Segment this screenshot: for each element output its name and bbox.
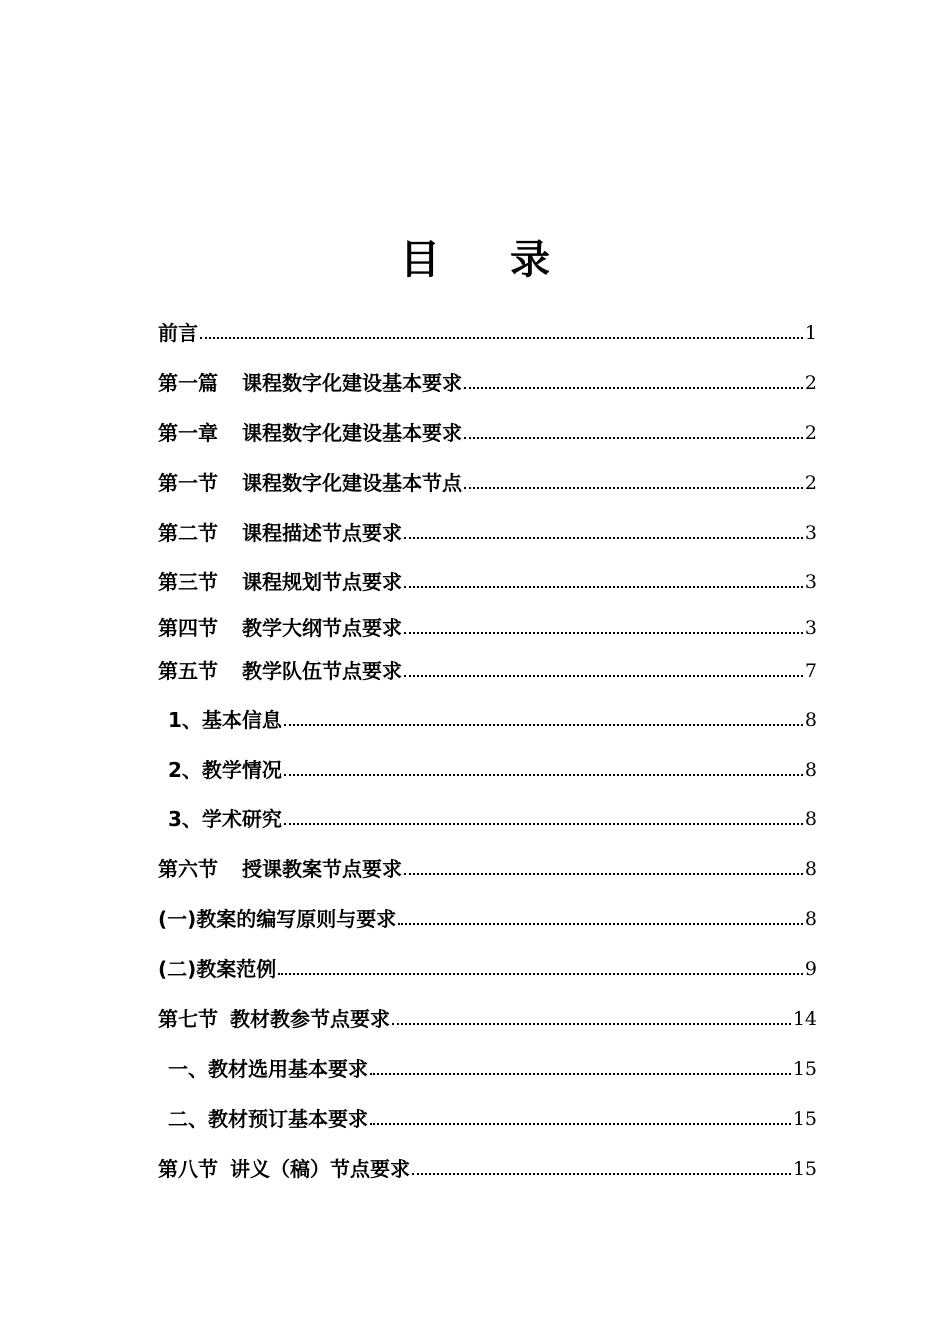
- toc-dot-leader: [410, 1154, 793, 1184]
- toc-entry-label: [158, 1054, 368, 1084]
- toc-page-number: 15: [792, 1058, 817, 1080]
- toc-entry-text: 1、基本信息: [168, 708, 282, 732]
- toc-entry[interactable]: [158, 705, 817, 735]
- toc-entry-label: [158, 854, 402, 884]
- toc-entry-label: [158, 368, 462, 398]
- toc-page-number: 15: [792, 1108, 817, 1130]
- toc-entry[interactable]: [158, 567, 817, 597]
- toc-dot-leader: [282, 804, 805, 834]
- toc-entry-text: (一)教案的编写原则与要求: [158, 907, 397, 931]
- toc-entry[interactable]: [158, 468, 817, 498]
- toc-entry-text: 课程数字化建设基本要求: [242, 421, 462, 445]
- toc-entry-label: [158, 418, 462, 448]
- toc-dot-leader: [198, 318, 805, 348]
- toc-dot-leader: [276, 954, 805, 984]
- toc-entry-label: [158, 468, 462, 498]
- toc-entry-text: 授课教案节点要求: [242, 857, 402, 881]
- toc-page-number: 15: [792, 1158, 817, 1180]
- toc-entry-number: 第三节: [158, 570, 218, 594]
- toc-entry-number: 第一节: [158, 471, 218, 495]
- toc-entry-label: [158, 1154, 410, 1184]
- toc-entry-number: 第八节: [158, 1157, 218, 1181]
- toc-entry-number: 第四节: [158, 616, 218, 640]
- toc-entry[interactable]: [158, 1104, 817, 1134]
- toc-entry-text: 二、教材预订基本要求: [168, 1107, 368, 1131]
- toc-title-char-1: 目: [400, 237, 440, 283]
- toc-page-number: 14: [792, 1008, 817, 1030]
- toc-page-number: 7: [804, 660, 817, 682]
- toc-entry-text: 2、教学情况: [168, 758, 282, 782]
- toc-dot-leader: [402, 613, 805, 643]
- toc-page-number: 1: [804, 322, 817, 344]
- toc-entry-label: [158, 318, 198, 348]
- toc-entry-number: 第五节: [158, 659, 218, 683]
- toc-entry-text: 3、学术研究: [168, 807, 282, 831]
- toc-entry-text: 讲义（稿）节点要求: [230, 1157, 410, 1181]
- toc-page-number: 2: [804, 472, 817, 494]
- toc-dot-leader: [368, 1054, 793, 1084]
- toc-entry-label: [158, 755, 282, 785]
- toc-dot-leader: [368, 1104, 793, 1134]
- toc-entry[interactable]: [158, 518, 817, 548]
- toc-entry-text: 课程数字化建设基本要求: [242, 371, 462, 395]
- toc-entry[interactable]: [158, 755, 817, 785]
- toc-entry[interactable]: [158, 1154, 817, 1184]
- toc-entry-number: 第二节: [158, 521, 218, 545]
- toc-dot-leader: [402, 854, 805, 884]
- toc-entry[interactable]: [158, 418, 817, 448]
- toc-entry[interactable]: [158, 804, 817, 834]
- toc-dot-leader: [282, 705, 805, 735]
- toc-page-number: 8: [804, 808, 817, 830]
- toc-page-number: 2: [804, 372, 817, 394]
- toc-page-number: 2: [804, 422, 817, 444]
- toc-page-number: 8: [804, 709, 817, 731]
- toc-entry-number: 第七节: [158, 1007, 218, 1031]
- toc-title: [0, 232, 950, 288]
- toc-page-number: 3: [804, 522, 817, 544]
- toc-dot-leader: [462, 368, 805, 398]
- toc-entry-label: [158, 613, 402, 643]
- toc-entry[interactable]: [158, 368, 817, 398]
- toc-entry[interactable]: [158, 1004, 817, 1034]
- toc-entry-text: 教学队伍节点要求: [242, 659, 402, 683]
- toc-entry-label: [158, 904, 396, 934]
- toc-entry[interactable]: [158, 318, 817, 348]
- toc-dot-leader: [282, 755, 805, 785]
- toc-page-number: 8: [804, 759, 817, 781]
- toc-dot-leader: [462, 418, 805, 448]
- toc-dot-leader: [396, 904, 805, 934]
- toc-entry-text: 前言: [158, 321, 198, 345]
- toc-entry-label: [158, 567, 402, 597]
- toc-entry-label: [158, 656, 402, 686]
- toc-entry-text: 课程规划节点要求: [242, 570, 402, 594]
- toc-page-number: 3: [804, 571, 817, 593]
- toc-entry-text: 一、教材选用基本要求: [168, 1057, 368, 1081]
- toc-entry[interactable]: [158, 656, 817, 686]
- toc-entry-label: [158, 1004, 390, 1034]
- toc-entry-text: 课程数字化建设基本节点: [242, 471, 462, 495]
- toc-entry-number: 第一章: [158, 421, 218, 445]
- toc-entry-label: [158, 518, 402, 548]
- toc-dot-leader: [462, 468, 805, 498]
- toc-entry[interactable]: [158, 904, 817, 934]
- toc-entry-number: 第六节: [158, 857, 218, 881]
- toc-entry-label: [158, 804, 282, 834]
- toc-entry-text: 教材教参节点要求: [230, 1007, 390, 1031]
- toc-dot-leader: [402, 567, 805, 597]
- toc-page-number: 3: [804, 617, 817, 639]
- toc-entry[interactable]: [158, 954, 817, 984]
- toc-page-number: 8: [804, 858, 817, 880]
- toc-entry-text: 课程描述节点要求: [242, 521, 402, 545]
- toc-entry-text: 教学大纲节点要求: [242, 616, 402, 640]
- toc-entry-label: [158, 1104, 368, 1134]
- toc-title-char-2: 录: [510, 237, 550, 283]
- toc-entry-label: [158, 705, 282, 735]
- toc-page-number: 8: [804, 908, 817, 930]
- toc-entry[interactable]: [158, 613, 817, 643]
- toc-dot-leader: [402, 518, 805, 548]
- toc-page-number: 9: [804, 958, 817, 980]
- toc-entry-text: (二)教案范例: [158, 957, 277, 981]
- toc-entry[interactable]: [158, 1054, 817, 1084]
- toc-entry-number: 第一篇: [158, 371, 218, 395]
- toc-entry-label: [158, 954, 276, 984]
- toc-dot-leader: [390, 1004, 793, 1034]
- toc-dot-leader: [402, 656, 805, 686]
- toc-entry[interactable]: [158, 854, 817, 884]
